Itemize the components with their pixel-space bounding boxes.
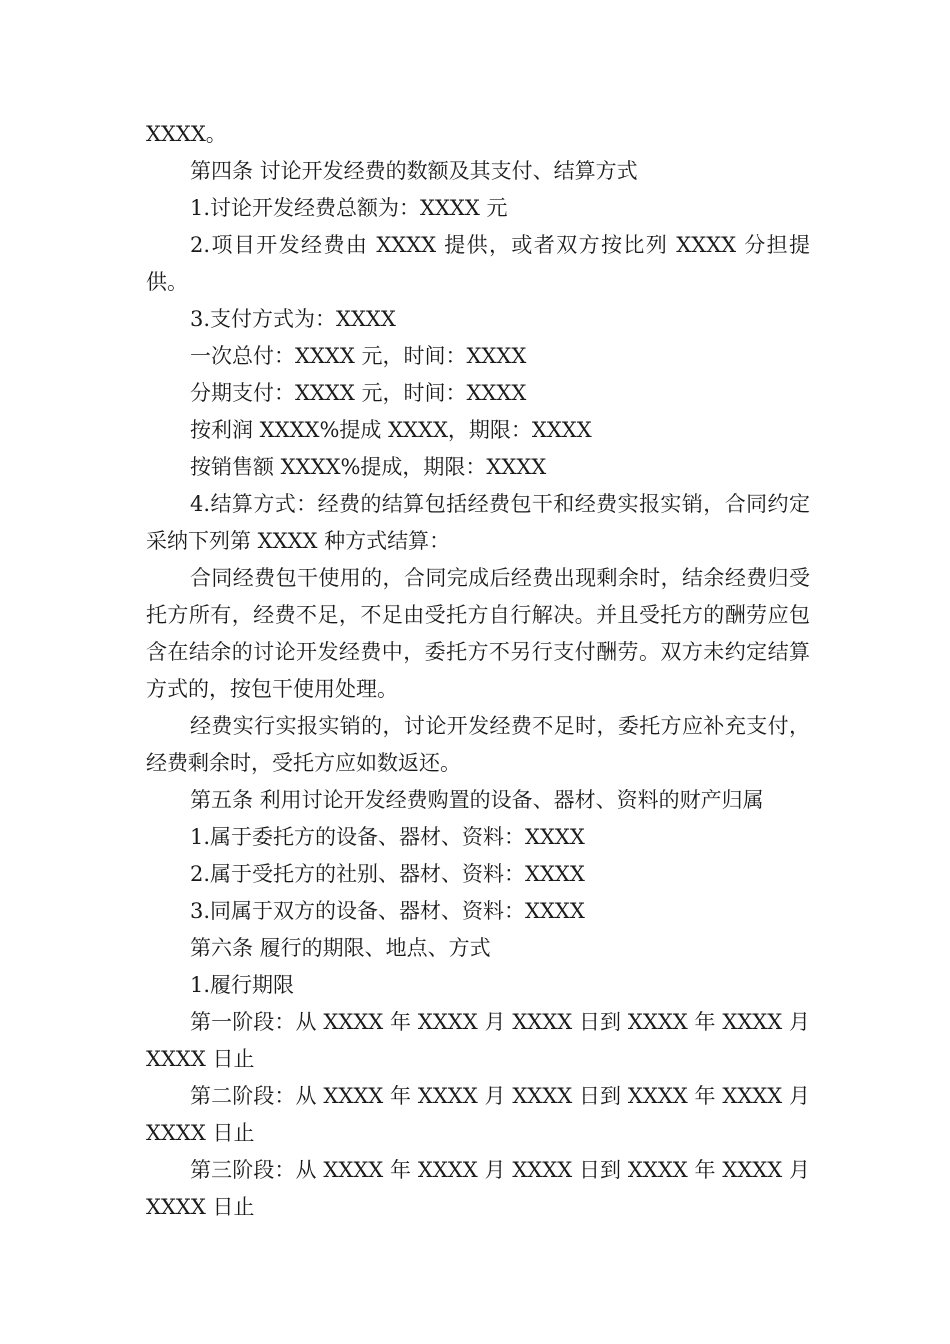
article-5-item-3: 3.同属于双方的设备、器材、资料：XXXX (190, 899, 585, 923)
article-4-item-2: 2.项目开发经费由 XXXX 提供，或者双方按比列 XXXX 分担提供。 (146, 233, 810, 294)
payment-installments: 分期支付：XXXX 元，时间：XXXX (190, 381, 527, 405)
paragraph-continuation: XXXX。 (146, 122, 227, 146)
payment-sales-share: 按销售额 XXXX%提成，期限：XXXX (190, 455, 547, 479)
article-4-item-4: 4.结算方式：经费的结算包括经费包干和经费实报实销，合同约定采纳下列第 XXXX 种方式结算： (146, 492, 810, 553)
article-4-item-3: 3.支付方式为：XXXX (190, 307, 396, 331)
article-5-heading: 第五条 利用讨论开发经费购置的设备、器材、资料的财产归属 (190, 788, 764, 812)
payment-lump-sum: 一次总付：XXXX 元，时间：XXXX (190, 344, 527, 368)
article-5-item-1: 1.属于委托方的设备、器材、资料：XXXX (190, 825, 585, 849)
phase-3: 第三阶段：从 XXXX 年 XXXX 月 XXXX 日到 XXXX 年 XXXX 月 XXXX 日止 (146, 1158, 810, 1219)
article-6-item-1: 1.履行期限 (190, 973, 295, 997)
phase-2: 第二阶段：从 XXXX 年 XXXX 月 XXXX 日到 XXXX 年 XXXX 月 XXXX 日止 (146, 1084, 810, 1145)
article-6-heading: 第六条 履行的期限、地点、方式 (190, 936, 491, 960)
article-5-item-2: 2.属于受托方的社别、器材、资料：XXXX (190, 862, 585, 886)
phase-1: 第一阶段：从 XXXX 年 XXXX 月 XXXX 日到 XXXX 年 XXXX 月 XXXX 日止 (146, 1010, 810, 1071)
article-4-item-1: 1.讨论开发经费总额为：XXXX 元 (190, 196, 508, 220)
article-4-heading: 第四条 讨论开发经费的数额及其支付、结算方式 (190, 159, 638, 183)
document-body (146, 116, 810, 1226)
settlement-actual-expense-paragraph: 经费实行实报实销的，讨论开发经费不足时，委托方应补充支付，经费剩余时，受托方应如数返还。 (146, 714, 810, 775)
payment-profit-share: 按利润 XXXX%提成 XXXX，期限：XXXX (190, 418, 592, 442)
settlement-lump-sum-paragraph: 合同经费包干使用的，合同完成后经费出现剩余时，结余经费归受托方所有，经费不足，不足由受托方自行解决。并且受托方的酬劳应包含在结余的讨论开发经费中，委托方不另行支付酬劳。双方未约定结算方式的，按包干使用处理。 (146, 566, 810, 701)
